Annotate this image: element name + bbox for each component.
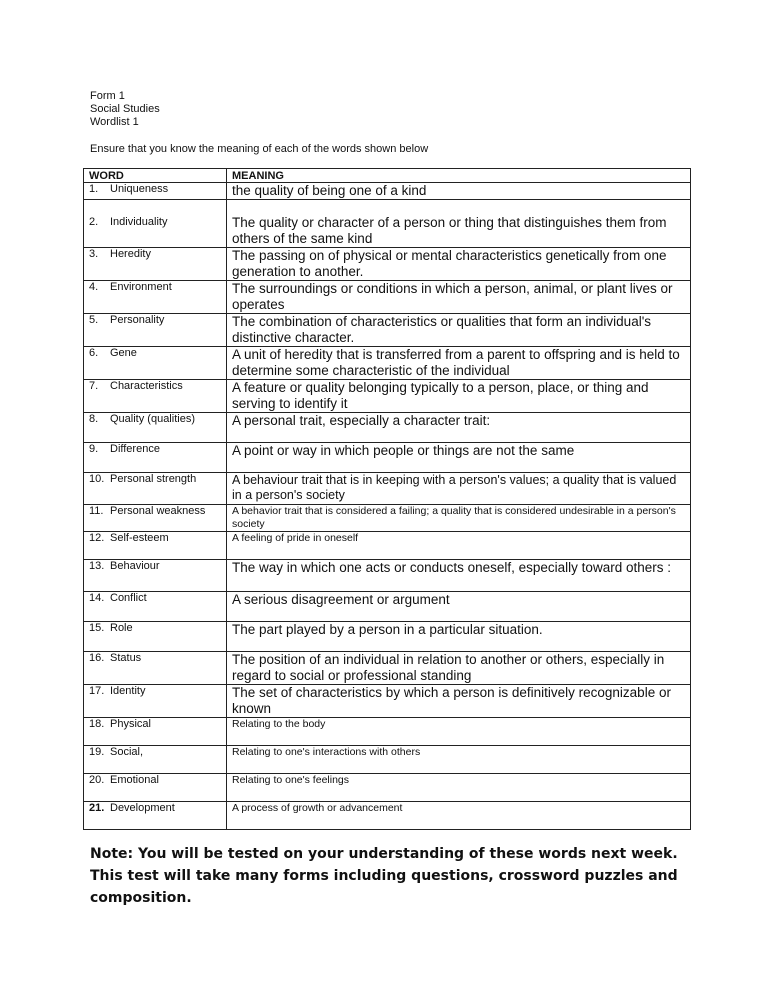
word-cell: 17. Identity bbox=[84, 685, 227, 718]
column-header-word: WORD bbox=[84, 169, 227, 183]
word-cell: 21. Development bbox=[84, 802, 227, 830]
table-row bbox=[84, 473, 691, 505]
meaning-cell: The passing on of physical or mental characteristics genetically from one generation to another. bbox=[227, 248, 691, 281]
word-cell: 16. Status bbox=[84, 652, 227, 685]
table-row bbox=[84, 200, 691, 248]
meaning-cell: The way in which one acts or conducts oneself, especially toward others : bbox=[227, 560, 691, 592]
table-row bbox=[84, 281, 691, 314]
table-row bbox=[84, 380, 691, 413]
wordlist-table bbox=[83, 168, 691, 830]
word-cell: 11. Personal weakness bbox=[84, 505, 227, 532]
word-cell: 5. Personality bbox=[84, 314, 227, 347]
table-row bbox=[84, 248, 691, 281]
word-cell: 18. Physical bbox=[84, 718, 227, 746]
word-cell: 6. Gene bbox=[84, 347, 227, 380]
table-row bbox=[84, 802, 691, 830]
meaning-cell: A process of growth or advancement bbox=[227, 802, 691, 830]
meaning-cell: A feature or quality belonging typically to a person, place, or thing and serving to identify it bbox=[227, 380, 691, 413]
table-row bbox=[84, 314, 691, 347]
word-cell: 13. Behaviour bbox=[84, 560, 227, 592]
meaning-cell: A personal trait, especially a character trait: bbox=[227, 413, 691, 443]
table-row bbox=[84, 532, 691, 560]
table-row bbox=[84, 652, 691, 685]
meaning-cell: A behaviour trait that is in keeping with a person's values; a quality that is valued in a person's society bbox=[227, 473, 691, 505]
meaning-cell: A feeling of pride in oneself bbox=[227, 532, 691, 560]
table-row bbox=[84, 183, 691, 200]
word-cell: 12. Self-esteem bbox=[84, 532, 227, 560]
table-header-row bbox=[84, 169, 691, 183]
table-row bbox=[84, 560, 691, 592]
meaning-cell: A behavior trait that is considered a failing; a quality that is considered undesirable in a person's society bbox=[227, 505, 691, 532]
table-row bbox=[84, 505, 691, 532]
meaning-cell: The combination of characteristics or qualities that form an individual's distinctive character. bbox=[227, 314, 691, 347]
table-row bbox=[84, 347, 691, 380]
wordlist-label: Wordlist 1 bbox=[90, 116, 139, 128]
meaning-cell: the quality of being one of a kind bbox=[227, 183, 691, 200]
meaning-cell: The part played by a person in a particular situation. bbox=[227, 622, 691, 652]
meaning-cell: A unit of heredity that is transferred from a parent to offspring and is held to determine some characteristic of the individual bbox=[227, 347, 691, 380]
meaning-cell: The set of characteristics by which a person is definitively recognizable or known bbox=[227, 685, 691, 718]
document-header bbox=[90, 90, 160, 129]
table-row bbox=[84, 774, 691, 802]
table-row bbox=[84, 718, 691, 746]
table-row bbox=[84, 622, 691, 652]
subject-label: Social Studies bbox=[90, 103, 160, 115]
instruction-text: Ensure that you know the meaning of each of the words shown below bbox=[90, 143, 429, 155]
table-row bbox=[84, 746, 691, 774]
word-cell: 3. Heredity bbox=[84, 248, 227, 281]
word-cell: 19. Social, bbox=[84, 746, 227, 774]
meaning-cell: Relating to one's feelings bbox=[227, 774, 691, 802]
test-note: Note: You will be tested on your understanding of these words next week. This test will take many forms including questions, crossword puzzles and composition. bbox=[90, 846, 678, 906]
word-cell: 8. Quality (qualities) bbox=[84, 413, 227, 443]
meaning-cell: Relating to the body bbox=[227, 718, 691, 746]
meaning-cell: A serious disagreement or argument bbox=[227, 592, 691, 622]
form-label: Form 1 bbox=[90, 90, 125, 102]
word-cell: 4. Environment bbox=[84, 281, 227, 314]
meaning-cell: The quality or character of a person or thing that distinguishes them from others of the same kind bbox=[227, 200, 691, 248]
table-row bbox=[84, 685, 691, 718]
word-cell: 9. Difference bbox=[84, 443, 227, 473]
word-cell: 1. Uniqueness bbox=[84, 183, 227, 200]
meaning-cell: A point or way in which people or things are not the same bbox=[227, 443, 691, 473]
table-row bbox=[84, 443, 691, 473]
word-cell: 20. Emotional bbox=[84, 774, 227, 802]
column-header-meaning: MEANING bbox=[227, 169, 691, 183]
meaning-cell: Relating to one's interactions with others bbox=[227, 746, 691, 774]
table-row bbox=[84, 592, 691, 622]
word-cell: 7. Characteristics bbox=[84, 380, 227, 413]
word-cell: 10. Personal strength bbox=[84, 473, 227, 505]
word-cell: 2. Individuality bbox=[84, 200, 227, 248]
word-cell: 15. Role bbox=[84, 622, 227, 652]
meaning-cell: The surroundings or conditions in which a person, animal, or plant lives or operates bbox=[227, 281, 691, 314]
table-row bbox=[84, 413, 691, 443]
word-cell: 14. Conflict bbox=[84, 592, 227, 622]
meaning-cell: The position of an individual in relation to another or others, especially in regard to social or professional standing bbox=[227, 652, 691, 685]
